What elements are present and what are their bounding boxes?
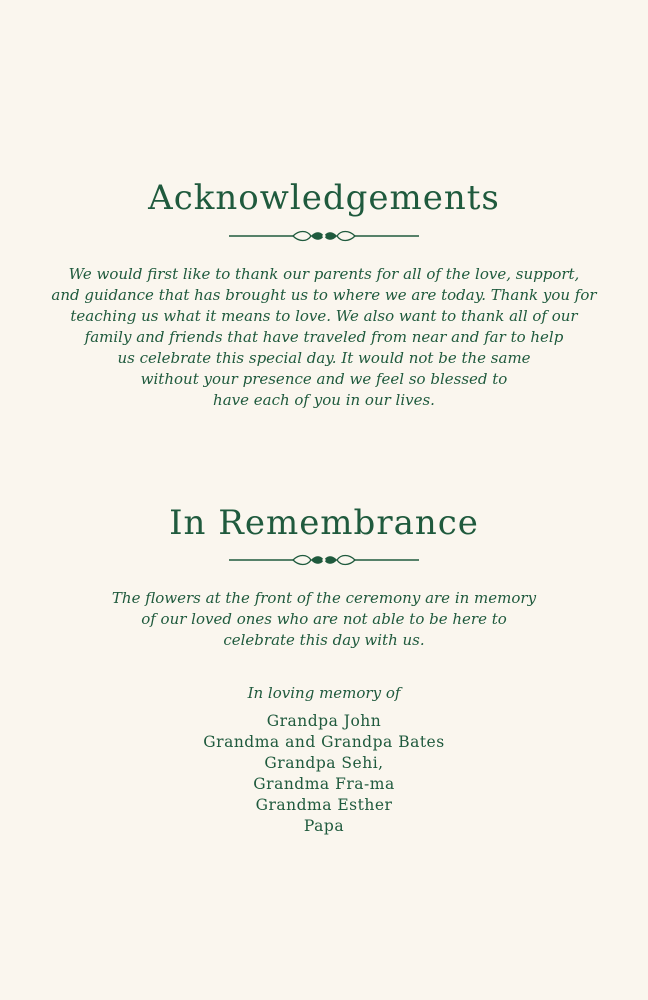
text-line: of our loved ones who are not able to be here to	[141, 610, 507, 628]
text-line: without your presence and we feel so blessed to	[140, 370, 508, 388]
memorial-name: Papa	[303, 817, 345, 835]
memorial-name: Grandma Esther	[255, 796, 393, 814]
acknowledgements-heading: Acknowledgements	[148, 178, 500, 218]
text-line: The flowers at the front of the ceremony are in memory	[111, 589, 537, 607]
text-line: and guidance that has brought us to where we are today. Thank you for	[51, 286, 597, 304]
text-line: family and friends that have traveled from near and far to help	[84, 328, 564, 346]
ornamental-divider-icon	[229, 229, 419, 243]
memorial-name: Grandma and Grandpa Bates	[203, 733, 445, 751]
ornamental-divider-icon	[229, 553, 419, 567]
acknowledgements-text	[40, 264, 608, 411]
memorial-name: Grandma Fra-ma	[253, 775, 395, 793]
memorial-name: Grandpa Sehi,	[264, 754, 384, 772]
in-loving-memory-label: In loving memory of	[247, 684, 401, 702]
memorial-name: Grandpa John	[266, 712, 382, 730]
remembrance-text	[40, 588, 608, 651]
remembrance-heading: In Remembrance	[169, 503, 479, 543]
text-line: have each of you in our lives.	[213, 391, 435, 409]
text-line: We would first like to thank our parents for all of the love, support,	[68, 265, 580, 283]
memorial-names-list	[0, 711, 648, 837]
text-line: us celebrate this special day. It would not be the same	[117, 349, 531, 367]
text-line: celebrate this day with us.	[223, 631, 425, 649]
text-line: teaching us what it means to love. We also want to thank all of our	[70, 307, 578, 325]
